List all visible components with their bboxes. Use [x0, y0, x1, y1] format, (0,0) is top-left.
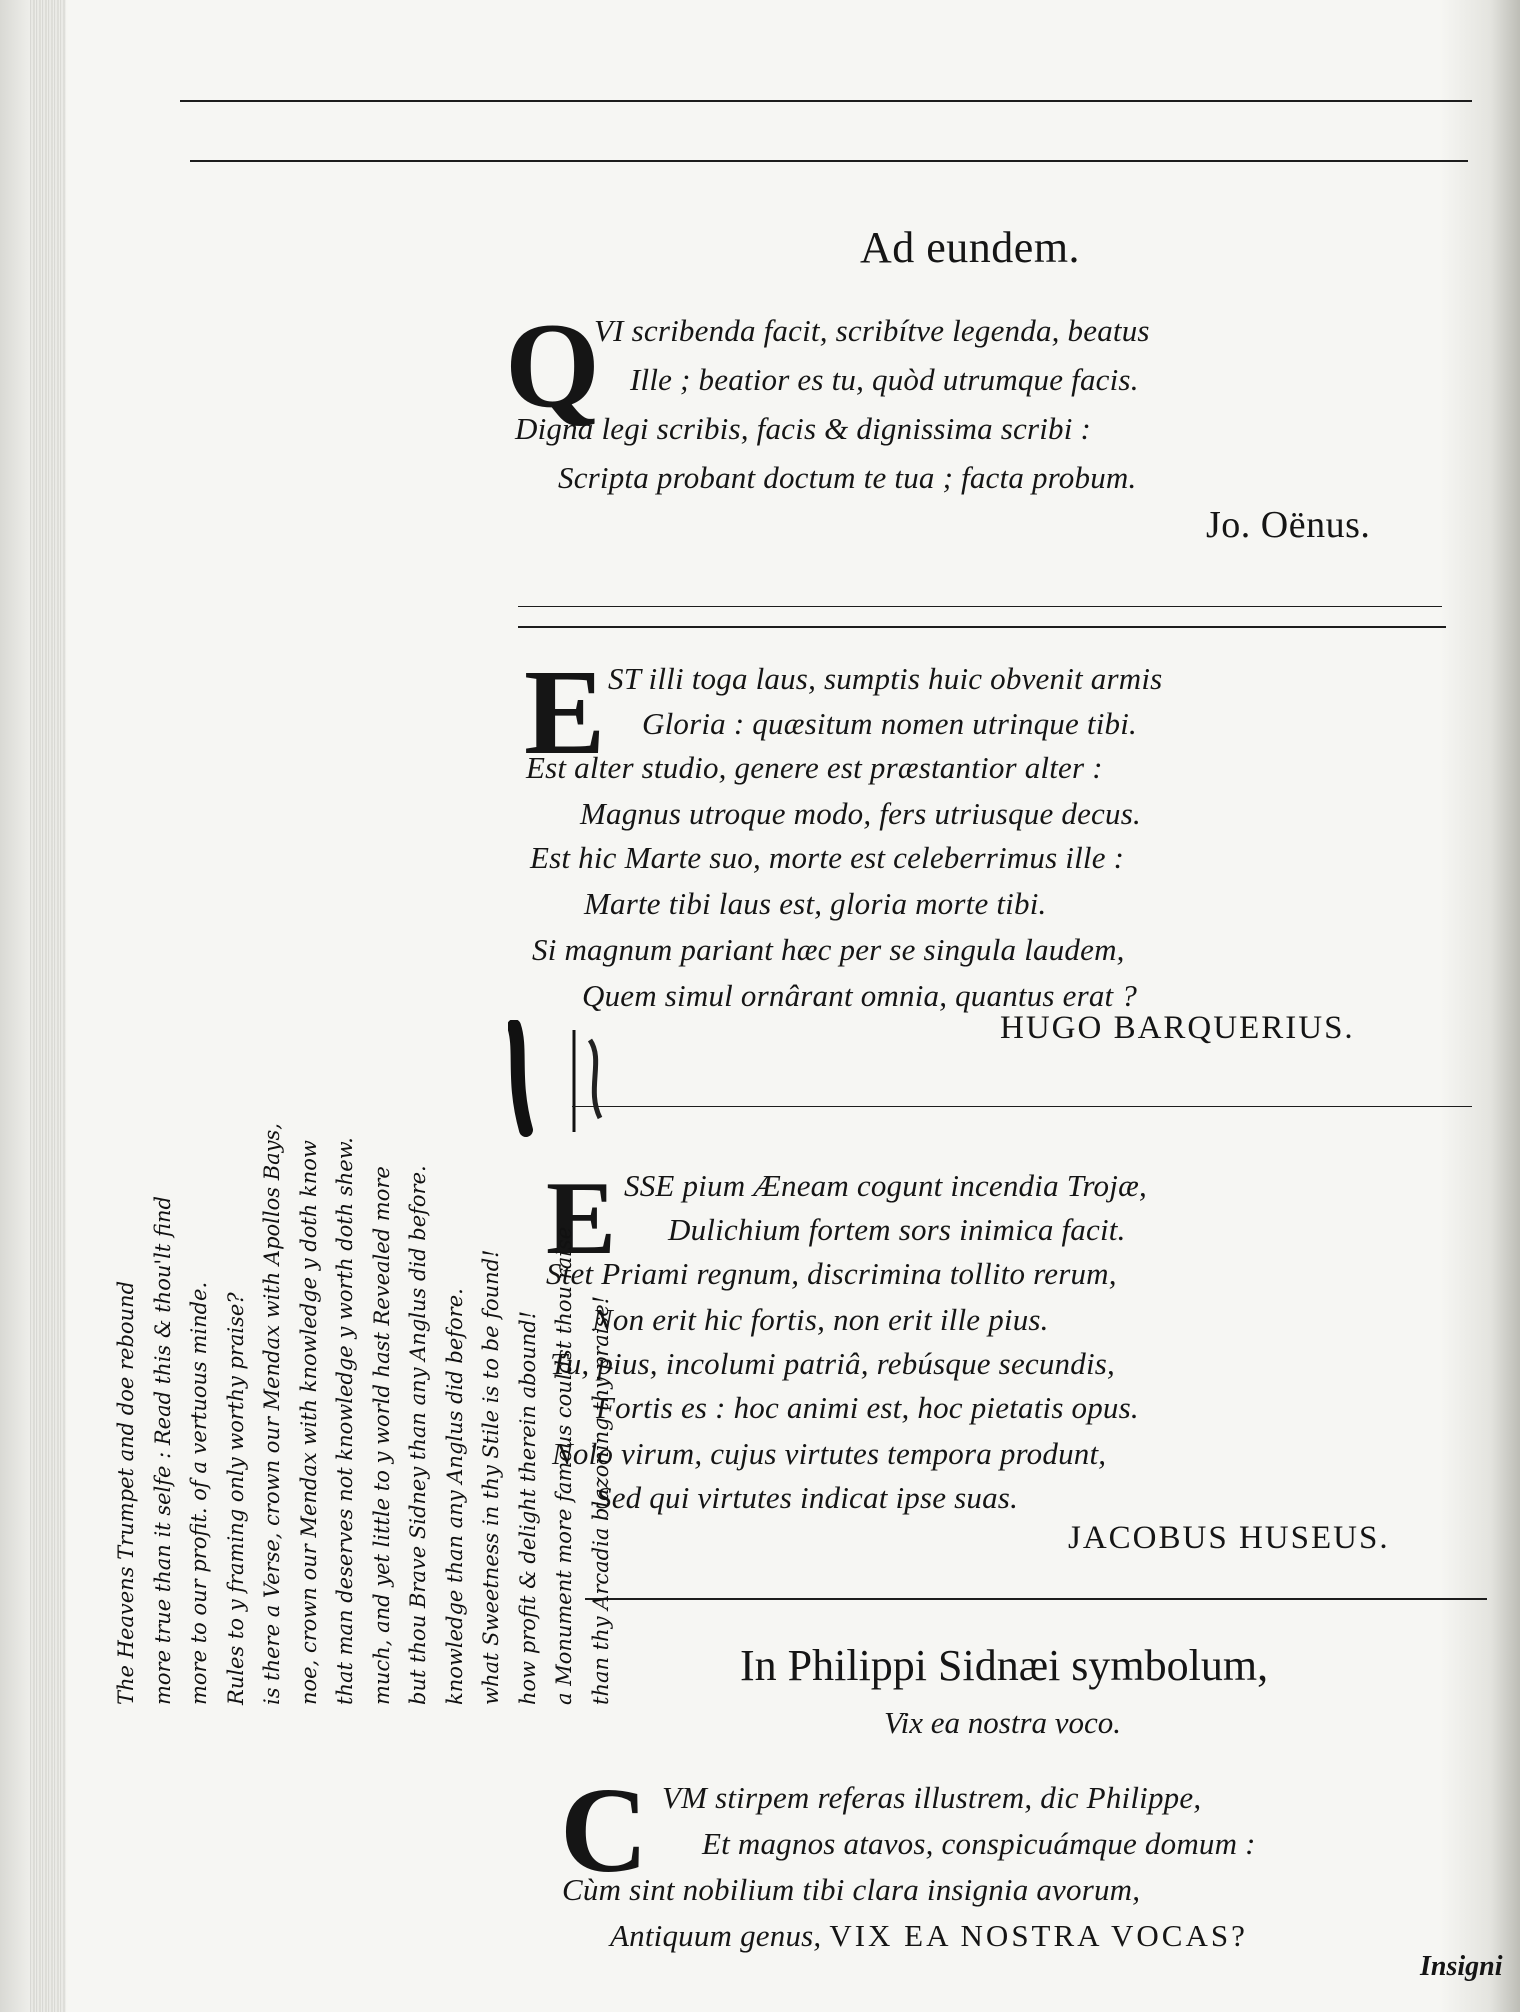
poem-line: Nolo virum, cujus virtutes tempora produnt, [552, 1436, 1107, 1471]
poem-line: Ille ; beatior es tu, quòd utrumque facis. [630, 362, 1139, 397]
poem-line: Sed qui virtutes indicat ipse suas. [596, 1480, 1019, 1515]
book-binding-edge [30, 0, 66, 2012]
handwritten-line: more to our profit. of a vertuous minde. [187, 1281, 211, 1705]
section-rule [518, 626, 1446, 628]
handwritten-line: more true than it selfe : Read this & thou'lt find [150, 1196, 175, 1705]
drop-cap-c: C [560, 1763, 649, 1898]
poem-line: Et magnos atavos, conspicuámque domum : [702, 1826, 1256, 1861]
handwritten-line: much, and yet little to y world hast Revealed more [369, 1166, 394, 1705]
handwritten-line: knowledge than any Anglus did before. [442, 1288, 467, 1705]
handwritten-line: The Heavens Trumpet and doe rebound [114, 1280, 138, 1705]
section-motto: Vix ea nostra voco. [884, 1705, 1122, 1740]
handwritten-line: is there a Verse, crown our Mendax with Apollos Bays, [260, 1123, 284, 1705]
poem-line: Fortis es : hoc animi est, hoc pietatis opus. [596, 1390, 1139, 1425]
poem-author: JACOBUS HUSEUS. [1068, 1520, 1390, 1556]
poem-line: ST illi toga laus, sumptis huic obvenit armis [608, 661, 1163, 696]
drop-cap-e: E [524, 645, 606, 780]
poem-line: SSE pium Æneam cogunt incendia Trojæ, [624, 1168, 1147, 1203]
top-rule-1 [180, 100, 1472, 102]
poem-line: Si magnum pariant hæc per se singula laudem, [532, 932, 1125, 967]
poem-line: Est alter studio, genere est præstantior alter : [526, 750, 1103, 785]
section-rule [572, 1106, 1472, 1107]
poem-line: Scripta probant doctum te tua ; facta probum. [558, 460, 1137, 495]
poem-author: Jo. Oënus. [1206, 504, 1371, 546]
poem-line-text: Antiquum genus, [610, 1918, 822, 1953]
catchword: Insigni [1420, 1951, 1503, 1982]
poem-line: Quem simul ornârant omnia, quantus erat ? [582, 978, 1138, 1013]
poem-line: Cùm sint nobilium tibi clara insignia avorum, [562, 1872, 1141, 1907]
section-rule [518, 606, 1442, 607]
handwritten-line: a Monument more famous couldst thou raise [552, 1226, 576, 1705]
poem-line: VI scribenda facit, scribítve legenda, beatus [594, 313, 1150, 348]
poem-line: Magnus utroque modo, fers utriusque decus. [580, 796, 1141, 831]
handwritten-margin-note [108, 985, 619, 1705]
poem-line: Marte tibi laus est, gloria morte tibi. [584, 886, 1047, 921]
poem-line: Stet Priami regnum, discrimina tollito rerum, [546, 1256, 1117, 1291]
handwritten-line: noe, crown our Mendax with knowledge y doth know [296, 1140, 321, 1705]
handwritten-line: that man deserves not knowledge y worth doth shew. [333, 1137, 357, 1705]
section-heading: Ad eundem. [860, 223, 1081, 272]
poem-line: Dulichium fortem sors inimica facit. [668, 1212, 1126, 1247]
poem-line [610, 1918, 1248, 1954]
handwritten-line: how profit & delight therein abound! [515, 1310, 540, 1705]
handwritten-line: Rules to y framing only worthy praise? [223, 1292, 248, 1705]
poem-line: Non erit hic fortis, non erit ille pius. [592, 1302, 1049, 1337]
top-rule-2 [190, 160, 1468, 162]
handwritten-line: what Sweetness in thy Stile is to be found! [479, 1249, 503, 1705]
poem-line: Digna legi scribis, facis & dignissima scribi : [515, 411, 1092, 446]
poem-line: Tu, pius, incolumi patriâ, rebúsque secundis, [550, 1346, 1115, 1381]
poem-line: Gloria : quæsitum nomen utrinque tibi. [642, 706, 1137, 741]
poem-line: VM stirpem referas illustrem, dic Philippe, [662, 1780, 1202, 1815]
poem-author: HUGO BARQUERIUS. [1000, 1010, 1355, 1046]
drop-cap-q: Q [505, 298, 600, 433]
section-title: In Philippi Sidnæi symbolum, [740, 1641, 1269, 1690]
section-rule [585, 1598, 1487, 1600]
poem-motto-smallcaps: VIX EA NOSTRA VOCAS? [829, 1918, 1248, 1953]
poem-line: Est hic Marte suo, morte est celeberrimus ille : [530, 840, 1125, 875]
drop-cap-e: E [546, 1159, 617, 1276]
handwritten-line: than thy Arcadia blazoning thy praise! [588, 1295, 613, 1705]
handwritten-line: but thou Brave Sidney than any Anglus did before. [406, 1165, 430, 1705]
